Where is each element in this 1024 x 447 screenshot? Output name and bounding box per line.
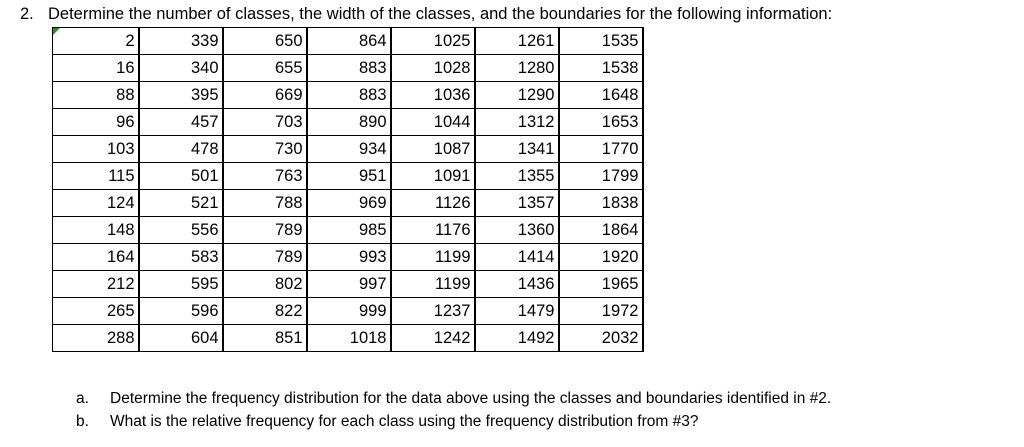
table-cell: 478 [139, 136, 223, 163]
table-cell: 1360 [475, 217, 559, 244]
table-cell: 730 [223, 136, 307, 163]
table-cell: 1436 [475, 271, 559, 298]
table-row [53, 28, 643, 55]
table-cell: 1280 [475, 55, 559, 82]
table-cell: 339 [139, 28, 223, 55]
data-table-body [53, 28, 643, 352]
subquestion-list [76, 387, 831, 433]
table-cell: 789 [223, 244, 307, 271]
table-cell: 1025 [391, 28, 475, 55]
table-cell: 993 [307, 244, 391, 271]
table-cell: 999 [307, 298, 391, 325]
table-cell: 395 [139, 82, 223, 109]
table-cell: 1290 [475, 82, 559, 109]
table-cell: 212 [53, 271, 139, 298]
table-cell: 883 [307, 82, 391, 109]
table-cell: 596 [139, 298, 223, 325]
table-cell: 521 [139, 190, 223, 217]
table-cell: 1535 [559, 28, 643, 55]
subquestion-text: What is the relative frequency for each class using the frequency distribution from #3? [110, 413, 699, 430]
table-cell: 1087 [391, 136, 475, 163]
table-cell: 457 [139, 109, 223, 136]
table-row [53, 298, 643, 325]
table-cell: 556 [139, 217, 223, 244]
table-cell: 997 [307, 271, 391, 298]
table-cell: 501 [139, 163, 223, 190]
table-cell: 1492 [475, 325, 559, 352]
table-cell: 1770 [559, 136, 643, 163]
table-cell: 1199 [391, 271, 475, 298]
table-cell: 88 [53, 82, 139, 109]
table-cell: 703 [223, 109, 307, 136]
table-cell: 1648 [559, 82, 643, 109]
table-cell: 788 [223, 190, 307, 217]
table-row [53, 190, 643, 217]
table-cell: 864 [307, 28, 391, 55]
table-cell: 16 [53, 55, 139, 82]
table-cell: 1312 [475, 109, 559, 136]
table-cell: 1176 [391, 217, 475, 244]
table-cell: 1355 [475, 163, 559, 190]
table-cell: 1357 [475, 190, 559, 217]
table-cell: 265 [53, 298, 139, 325]
table-cell: 103 [53, 136, 139, 163]
table-cell: 789 [223, 217, 307, 244]
table-cell: 1799 [559, 163, 643, 190]
table-cell: 1479 [475, 298, 559, 325]
table-cell: 124 [53, 190, 139, 217]
table-cell: 890 [307, 109, 391, 136]
table-cell: 1414 [475, 244, 559, 271]
table-cell: 1028 [391, 55, 475, 82]
table-cell: 650 [223, 28, 307, 55]
table-cell: 148 [53, 217, 139, 244]
question-number: 2. [20, 5, 34, 23]
table-cell: 1864 [559, 217, 643, 244]
table-cell: 669 [223, 82, 307, 109]
table-cell: 2032 [559, 325, 643, 352]
table-row [53, 136, 643, 163]
table-cell: 1199 [391, 244, 475, 271]
table-cell: 934 [307, 136, 391, 163]
table-cell: 1044 [391, 109, 475, 136]
table-cell: 1036 [391, 82, 475, 109]
question-2 [20, 4, 832, 24]
table-cell: 802 [223, 271, 307, 298]
table-cell: 2 [53, 28, 139, 55]
table-row [53, 325, 643, 352]
table-cell: 969 [307, 190, 391, 217]
subquestion-b [76, 410, 831, 433]
table-row [53, 244, 643, 271]
subquestion-text: Determine the frequency distribution for the data above using the classes and boundaries identified in #2. [110, 390, 832, 407]
table-row [53, 217, 643, 244]
table-cell: 822 [223, 298, 307, 325]
table-cell: 1091 [391, 163, 475, 190]
subquestion-letter: b. [76, 413, 89, 430]
table-cell: 1838 [559, 190, 643, 217]
table-cell: 1126 [391, 190, 475, 217]
question-text: Determine the number of classes, the width of the classes, and the boundaries for the following information: [48, 5, 833, 23]
table-cell: 1237 [391, 298, 475, 325]
table-row [53, 163, 643, 190]
table-cell: 164 [53, 244, 139, 271]
table-cell: 763 [223, 163, 307, 190]
table-cell: 1341 [475, 136, 559, 163]
table-cell: 655 [223, 55, 307, 82]
table-cell: 1261 [475, 28, 559, 55]
table-cell: 96 [53, 109, 139, 136]
table-cell: 115 [53, 163, 139, 190]
cell-corner-marker [53, 28, 60, 35]
table-cell: 951 [307, 163, 391, 190]
table-cell: 340 [139, 55, 223, 82]
table-cell: 1018 [307, 325, 391, 352]
table-cell: 604 [139, 325, 223, 352]
table-cell: 583 [139, 244, 223, 271]
table-row [53, 271, 643, 298]
table-cell: 595 [139, 271, 223, 298]
table-cell: 883 [307, 55, 391, 82]
table-cell: 1920 [559, 244, 643, 271]
subquestion-letter: a. [76, 390, 89, 407]
table-row [53, 109, 643, 136]
data-table [52, 27, 644, 352]
table-cell: 288 [53, 325, 139, 352]
table-cell: 851 [223, 325, 307, 352]
table-cell: 985 [307, 217, 391, 244]
subquestion-a [76, 387, 831, 410]
table-cell: 1538 [559, 55, 643, 82]
table-row [53, 82, 643, 109]
table-cell: 1972 [559, 298, 643, 325]
table-cell: 1965 [559, 271, 643, 298]
table-cell: 1242 [391, 325, 475, 352]
table-row [53, 55, 643, 82]
table-cell: 1653 [559, 109, 643, 136]
